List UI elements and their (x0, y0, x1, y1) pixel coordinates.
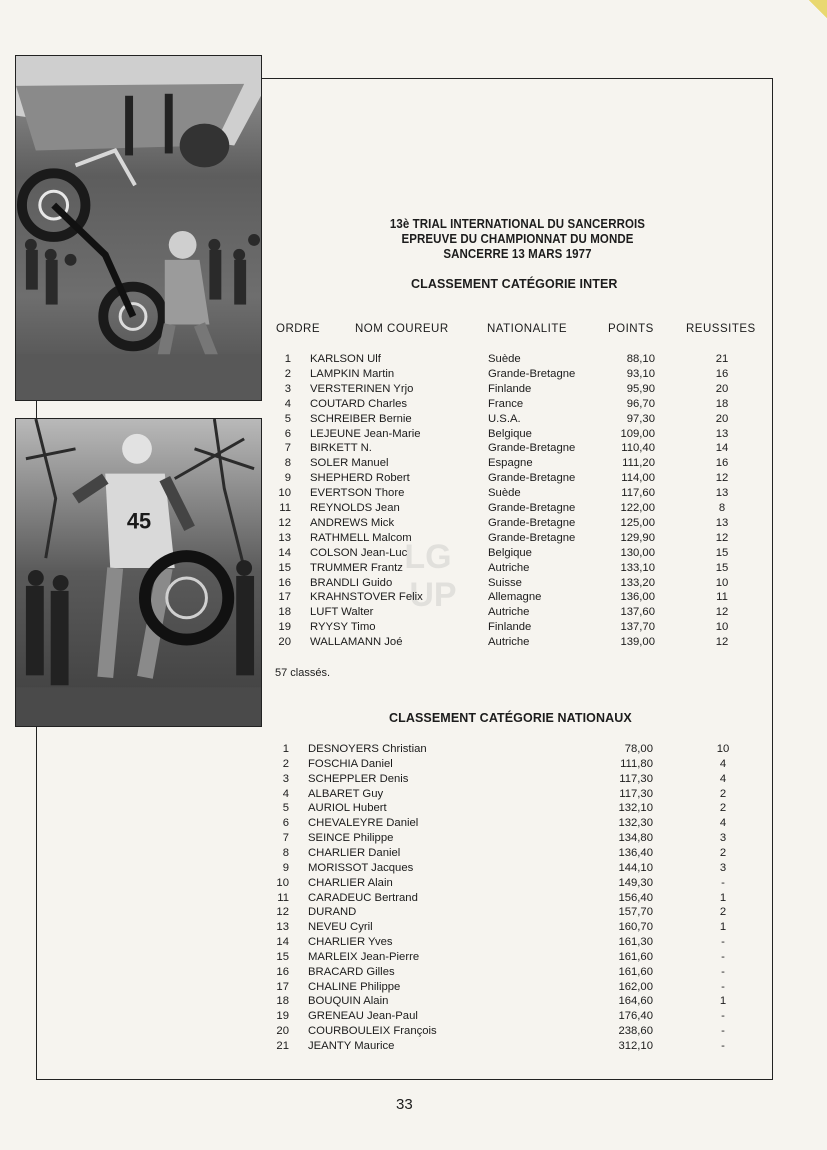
cell-name: BIRKETT N. (310, 442, 372, 455)
cell-rank: 17 (276, 980, 289, 993)
cell-rank: 21 (276, 1040, 289, 1052)
cell-nat: Suisse (488, 576, 522, 589)
cell-rank: 2 (282, 757, 289, 770)
cell-reu: 20 (715, 382, 729, 395)
cell-name: BRANDLI Guido (310, 576, 393, 589)
cell-reu: 1 (719, 891, 727, 904)
cell-pts: 111,80 (620, 757, 653, 770)
cell-name: REYNOLDS Jean (310, 502, 400, 514)
cell-rank: 11 (279, 502, 291, 514)
cell-pts: 114,00 (621, 472, 655, 485)
cell-nat: Finlande (488, 382, 532, 395)
table-row (0, 382, 827, 397)
cell-reu: 21 (715, 353, 729, 365)
cell-rank: 9 (284, 472, 291, 485)
cell-name: CHEVALEYRE Daniel (308, 817, 419, 830)
cell-pts: 312,10 (618, 1040, 653, 1052)
cell-reu: 4 (719, 817, 727, 830)
cell-nat: Belgique (488, 546, 532, 559)
cell-name: MORISSOT Jacques (308, 861, 414, 874)
cell-pts: 161,60 (618, 950, 653, 963)
table-row (0, 757, 827, 772)
event-heading-line3: SANCERRE 13 MARS 1977 (443, 247, 592, 261)
cell-reu: 16 (715, 457, 729, 470)
table-row (0, 801, 827, 816)
table-row (0, 787, 827, 802)
cell-nat: Autriche (488, 636, 530, 649)
cell-name: CHARLIER Yves (308, 936, 393, 949)
cell-name: CHARLIER Daniel (308, 846, 401, 859)
cell-name: AURIOL Hubert (308, 802, 387, 815)
cell-nat: Espagne (488, 457, 533, 470)
cell-reu: - (721, 965, 725, 978)
table-row (0, 397, 827, 412)
cell-reu: - (721, 876, 725, 889)
cell-reu: - (721, 950, 725, 963)
cell-pts: 161,30 (618, 936, 653, 949)
cell-rank: 16 (278, 576, 291, 589)
cell-pts: 156,40 (618, 891, 653, 904)
cell-name: EVERTSON Thore (310, 487, 405, 500)
cell-rank: 16 (276, 965, 289, 978)
cell-nat: Autriche (488, 606, 530, 619)
cell-rank: 5 (282, 802, 289, 815)
cell-pts: 162,00 (618, 980, 653, 993)
cell-pts: 176,40 (618, 1010, 653, 1023)
cell-reu: 20 (715, 412, 729, 425)
cell-name: FOSCHIA Daniel (308, 757, 393, 770)
cell-reu: 12 (715, 636, 729, 649)
cell-reu: 15 (715, 561, 729, 574)
cell-nat: Finlande (488, 621, 532, 634)
cell-pts: 88,10 (626, 353, 655, 365)
table-row (0, 486, 827, 501)
cell-rank: 18 (276, 995, 289, 1008)
cell-reu: 16 (715, 367, 729, 380)
cell-name: RATHMELL Malcom (310, 531, 412, 544)
table-row (0, 876, 827, 891)
cell-reu: 13 (715, 487, 729, 500)
table-row (0, 531, 827, 546)
cell-name: LAMPKIN Martin (310, 367, 395, 380)
cell-pts: 160,70 (618, 921, 653, 934)
cell-name: NEVEU Cyril (308, 921, 373, 934)
cell-pts: 133,20 (620, 576, 655, 589)
cell-reu: 10 (716, 743, 730, 755)
watermark-line2: UP (409, 576, 457, 614)
table-row (0, 501, 827, 516)
table-row (0, 772, 827, 787)
cell-rank: 7 (282, 832, 289, 845)
cell-pts: 111,20 (622, 457, 655, 470)
cell-name: COLSON Jean-Luc (310, 546, 408, 559)
table-row (0, 846, 827, 861)
cell-rank: 10 (278, 487, 291, 500)
cell-rank: 8 (282, 846, 289, 859)
cell-nat: Grande-Bretagne (488, 442, 576, 455)
cell-name: JEANTY Maurice (308, 1040, 395, 1052)
table-row (0, 441, 827, 456)
cell-rank: 13 (278, 531, 291, 544)
cell-name: CHARLIER Alain (308, 876, 393, 889)
cell-pts: 97,30 (626, 412, 655, 425)
cell-nat: Grande-Bretagne (488, 367, 576, 380)
cell-rank: 19 (278, 621, 291, 634)
cell-reu: 2 (719, 787, 727, 800)
table-row (0, 994, 827, 1009)
cell-rank: 4 (282, 787, 289, 800)
col-header-reussites: REUSSITES (686, 323, 756, 335)
cell-rank: 11 (277, 891, 289, 904)
cell-name: VERSTERINEN Yrjo (310, 382, 414, 395)
cell-pts: 96,70 (626, 397, 655, 410)
photo-rider-climbing-image (16, 56, 261, 400)
cell-pts: 137,70 (620, 621, 655, 634)
col-header-points: POINTS (608, 323, 654, 335)
table-row (0, 861, 827, 876)
cell-rank: 7 (284, 442, 291, 455)
cell-name: TRUMMER Frantz (310, 561, 403, 574)
cell-reu: 2 (719, 846, 727, 859)
table-row (0, 980, 827, 995)
cell-rank: 18 (278, 606, 291, 619)
cell-name: DESNOYERS Christian (308, 743, 427, 755)
cell-name: CARADEUC Bertrand (308, 891, 418, 904)
cell-nat: Grande-Bretagne (488, 502, 576, 514)
page-number: 33 (396, 1096, 413, 1113)
cell-reu: 13 (715, 516, 729, 529)
bib-number: 45 (126, 508, 152, 534)
cell-pts: 78,00 (624, 743, 653, 755)
cell-reu: 10 (715, 576, 729, 589)
table-row (0, 742, 827, 757)
cell-name: GRENEAU Jean-Paul (308, 1010, 418, 1023)
cell-rank: 19 (276, 1010, 289, 1023)
cell-reu: 1 (719, 995, 727, 1008)
classified-count: 57 classés. (275, 667, 331, 679)
cell-rank: 10 (276, 876, 289, 889)
cell-rank: 20 (276, 1025, 289, 1038)
cell-reu: - (721, 1010, 725, 1023)
table-row (0, 546, 827, 561)
cell-reu: 10 (715, 621, 729, 634)
cell-rank: 6 (284, 427, 291, 440)
cell-nat: Suède (488, 487, 521, 500)
cell-rank: 8 (284, 457, 291, 470)
cell-pts: 132,10 (618, 802, 653, 815)
cell-reu: 3 (719, 861, 727, 874)
table-row (0, 831, 827, 846)
cell-pts: 125,00 (620, 516, 655, 529)
cell-nat: Grande-Bretagne (488, 531, 576, 544)
table-row (0, 561, 827, 576)
cell-reu: - (721, 1025, 725, 1038)
cell-reu: 18 (715, 397, 729, 410)
col-header-nationalite: NATIONALITE (487, 323, 568, 335)
event-heading-line2: EPREUVE DU CHAMPIONNAT DU MONDE (401, 232, 634, 246)
cell-rank: 12 (276, 906, 289, 919)
table-row (0, 620, 827, 635)
cell-nat: Allemagne (488, 591, 542, 604)
cell-pts: 117,30 (619, 787, 653, 800)
cell-pts: 93,10 (626, 367, 655, 380)
table-row (0, 935, 827, 950)
table-row (0, 905, 827, 920)
table-row (0, 456, 827, 471)
cell-name: SHEPHERD Robert (310, 472, 410, 485)
cell-pts: 109,00 (620, 427, 655, 440)
cell-name: ANDREWS Mick (310, 516, 395, 529)
cell-rank: 15 (278, 561, 291, 574)
cell-pts: 149,30 (618, 876, 653, 889)
cell-reu: 13 (715, 427, 729, 440)
cell-pts: 136,00 (620, 591, 655, 604)
cell-reu: 14 (715, 442, 729, 455)
table-row (0, 891, 827, 906)
table-row (0, 950, 827, 965)
cell-rank: 6 (282, 817, 289, 830)
cell-pts: 139,00 (620, 636, 655, 649)
table-row (0, 352, 827, 367)
cell-name: SOLER Manuel (310, 457, 389, 470)
cell-pts: 129,90 (620, 531, 655, 544)
cell-rank: 5 (284, 412, 291, 425)
cell-name: KARLSON Ulf (310, 353, 381, 365)
cell-name: LUFT Walter (310, 606, 374, 619)
cell-rank: 14 (278, 546, 291, 559)
table-row (0, 1009, 827, 1024)
table-row (0, 635, 827, 650)
table-row (0, 412, 827, 427)
cell-reu: 3 (719, 832, 727, 845)
cell-nat: France (488, 397, 524, 410)
inter-section-title: CLASSEMENT CATÉGORIE INTER (411, 277, 618, 291)
cell-name: BOUQUIN Alain (308, 995, 389, 1008)
cell-name: MARLEIX Jean-Pierre (308, 950, 420, 963)
cell-name: COUTARD Charles (310, 397, 408, 410)
cell-rank: 4 (284, 397, 291, 410)
table-row (0, 605, 827, 620)
table-row (0, 816, 827, 831)
cell-reu: 12 (715, 472, 729, 485)
cell-rank: 1 (282, 743, 289, 755)
cell-pts: 144,10 (618, 861, 653, 874)
cell-nat: Belgique (488, 427, 532, 440)
table-row (0, 1039, 827, 1054)
cell-rank: 15 (276, 950, 289, 963)
table-row (0, 367, 827, 382)
cell-name: SEINCE Philippe (308, 832, 394, 845)
cell-pts: 164,60 (618, 995, 653, 1008)
cell-rank: 12 (278, 516, 291, 529)
cell-pts: 117,60 (621, 487, 655, 500)
cell-pts: 157,70 (618, 906, 653, 919)
cell-rank: 14 (276, 936, 289, 949)
cell-reu: 12 (715, 531, 729, 544)
watermark-line1: LG (404, 538, 452, 576)
event-heading-line1: 13è TRIAL INTERNATIONAL DU SANCERROIS (389, 217, 646, 231)
cell-pts: 117,30 (619, 772, 653, 785)
cell-pts: 136,40 (618, 846, 653, 859)
cell-pts: 95,90 (626, 382, 655, 395)
cell-pts: 130,00 (620, 546, 655, 559)
table-row (0, 427, 827, 442)
cell-reu: 2 (719, 802, 727, 815)
cell-nat: Suède (488, 353, 521, 365)
cell-rank: 17 (278, 591, 291, 604)
cell-name: DURAND (308, 906, 357, 919)
cell-name: COURBOULEIX François (308, 1025, 437, 1038)
cell-rank: 13 (276, 921, 289, 934)
cell-name: BRACARD Gilles (308, 965, 395, 978)
cell-name: RYYSY Timo (310, 621, 376, 634)
cell-reu: 1 (719, 921, 727, 934)
cell-name: SCHEPPLER Denis (308, 772, 409, 785)
table-row (0, 965, 827, 980)
table-row (0, 576, 827, 591)
cell-name: KRAHNSTOVER Felix (310, 591, 423, 604)
cell-rank: 3 (282, 772, 289, 785)
cell-nat: Autriche (488, 561, 530, 574)
table-row (0, 590, 827, 605)
cell-name: ALBARET Guy (308, 787, 384, 800)
table-row (0, 471, 827, 486)
cell-nat: Grande-Bretagne (488, 516, 576, 529)
col-header-ordre: ORDRE (276, 323, 321, 335)
cell-pts: 133,10 (620, 561, 655, 574)
cell-reu: 11 (716, 591, 728, 604)
cell-pts: 122,00 (620, 502, 655, 514)
cell-name: CHALINE Philippe (308, 980, 401, 993)
table-row (0, 1024, 827, 1039)
cell-name: WALLAMANN Joé (310, 636, 403, 649)
cell-pts: 137,60 (620, 606, 655, 619)
photo-rider-climbing (15, 55, 262, 401)
cell-rank: 9 (282, 861, 289, 874)
cell-pts: 134,80 (618, 832, 653, 845)
cell-pts: 161,60 (618, 965, 653, 978)
cell-nat: Grande-Bretagne (488, 472, 576, 485)
event-heading (354, 217, 681, 262)
cell-pts: 110,40 (621, 442, 655, 455)
cell-pts: 132,30 (618, 817, 653, 830)
cell-rank: 3 (284, 382, 291, 395)
col-header-nom: NOM COUREUR (355, 323, 449, 335)
page-corner-fold (807, 0, 827, 20)
cell-rank: 2 (284, 367, 291, 380)
cell-reu: 15 (715, 546, 729, 559)
cell-reu: 8 (718, 502, 726, 514)
cell-rank: 1 (284, 353, 291, 365)
cell-reu: 4 (719, 772, 727, 785)
cell-name: LEJEUNE Jean-Marie (310, 427, 421, 440)
cell-reu: - (721, 936, 725, 949)
nationaux-section-title: CLASSEMENT CATÉGORIE NATIONAUX (389, 711, 632, 725)
cell-rank: 20 (278, 636, 291, 649)
table-row (0, 516, 827, 531)
cell-reu: - (721, 980, 725, 993)
table-row (0, 920, 827, 935)
cell-reu: 4 (719, 757, 727, 770)
cell-nat: U.S.A. (488, 412, 521, 425)
cell-reu: - (721, 1040, 725, 1052)
cell-pts: 238,60 (618, 1025, 653, 1038)
cell-reu: 2 (719, 906, 727, 919)
cell-reu: 12 (715, 606, 729, 619)
cell-name: SCHREIBER Bernie (310, 412, 412, 425)
